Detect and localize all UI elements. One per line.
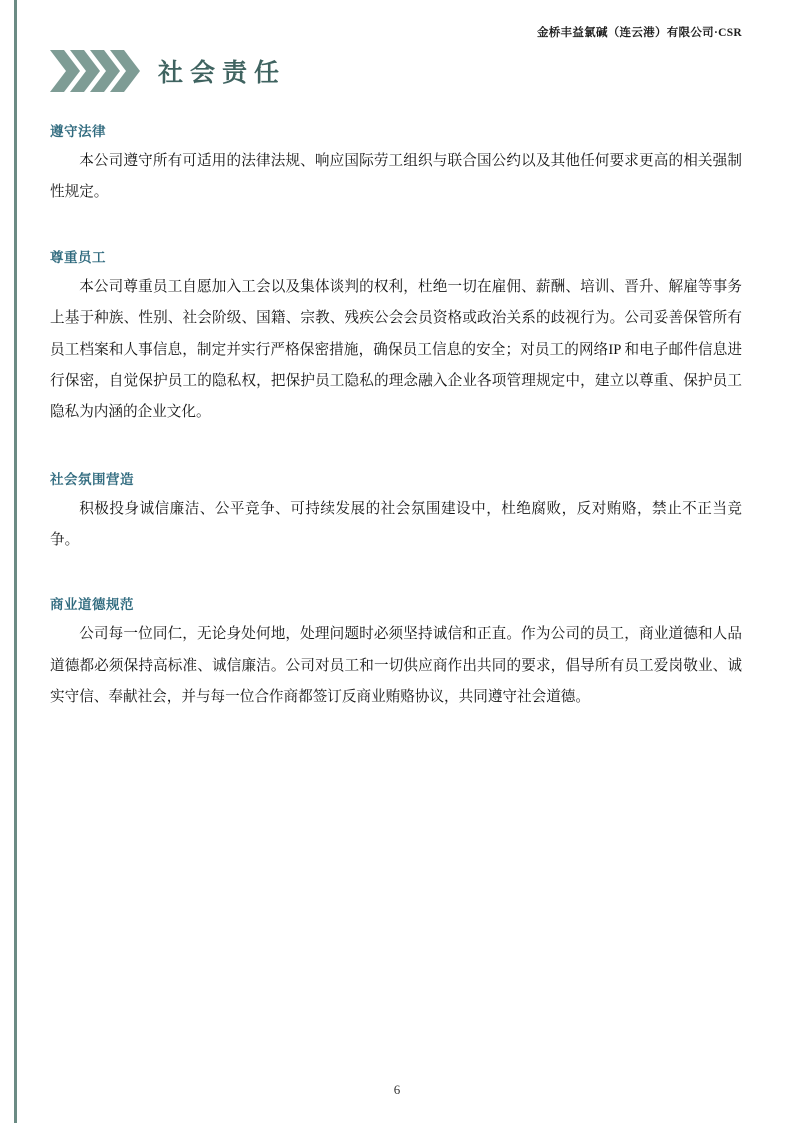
page-title-block	[50, 46, 286, 96]
section-employees	[50, 246, 742, 429]
document-content	[50, 120, 742, 721]
section-body: 本公司遵守所有可适用的法律法规、响应国际劳工组织与联合国公约以及其他任何要求更高的相关强制性规定。	[50, 153, 742, 201]
section-spacer	[50, 563, 742, 593]
section-spacer	[50, 436, 742, 468]
section-body: 公司每一位同仁，无论身处何地，处理问题时必须坚持诚信和正直。作为公司的员工，商业道德和人品道德都必须保持高标准、诚信廉洁。公司对员工和一切供应商作出共同的要求，倡导所有员工爱岗敬业、诚实守信、奉献社会，并与每一位合作商都签订反商业贿赂协议，共同遵守社会道德。	[50, 626, 742, 706]
section-spacer	[50, 216, 742, 246]
section-heading: 尊重员工	[50, 249, 106, 265]
section-heading: 社会氛围营造	[50, 471, 134, 487]
section-body: 积极投身诚信廉洁、公平竞争、可持续发展的社会氛围建设中，杜绝腐败，反对贿赂，禁止不正当竞争。	[50, 500, 742, 548]
section-heading: 商业道德规范	[50, 597, 134, 613]
page-number: 6	[393, 1082, 401, 1097]
document-header: 金桥丰益氯碱（连云港）有限公司·CSR	[536, 27, 742, 39]
section-body: 本公司尊重员工自愿加入工会以及集体谈判的权利，杜绝一切在雇佣、薪酬、培训、晋升、解雇等事务上基于种族、性别、社会阶级、国籍、宗教、残疾公会会员资格或政治关系的歧视行为。公司妥善保管所有员工档案和人事信息，制定并实行严格保密措施，确保员工信息的安全；对员工的网络IP 和电子邮件信息进行保密，自觉保护员工的隐私权，把保护员工隐私的理念融入企业各项管理规定中，建立以尊重、保护员工隐私为内涵的企业文化。	[50, 278, 742, 421]
section-heading: 遵守法律	[50, 124, 106, 139]
page-title: 社会责任	[158, 59, 287, 87]
chevron-stack-icon	[50, 49, 140, 93]
section-social-atmosphere	[50, 468, 742, 557]
section-law	[50, 120, 742, 209]
section-business-ethics	[50, 593, 742, 713]
